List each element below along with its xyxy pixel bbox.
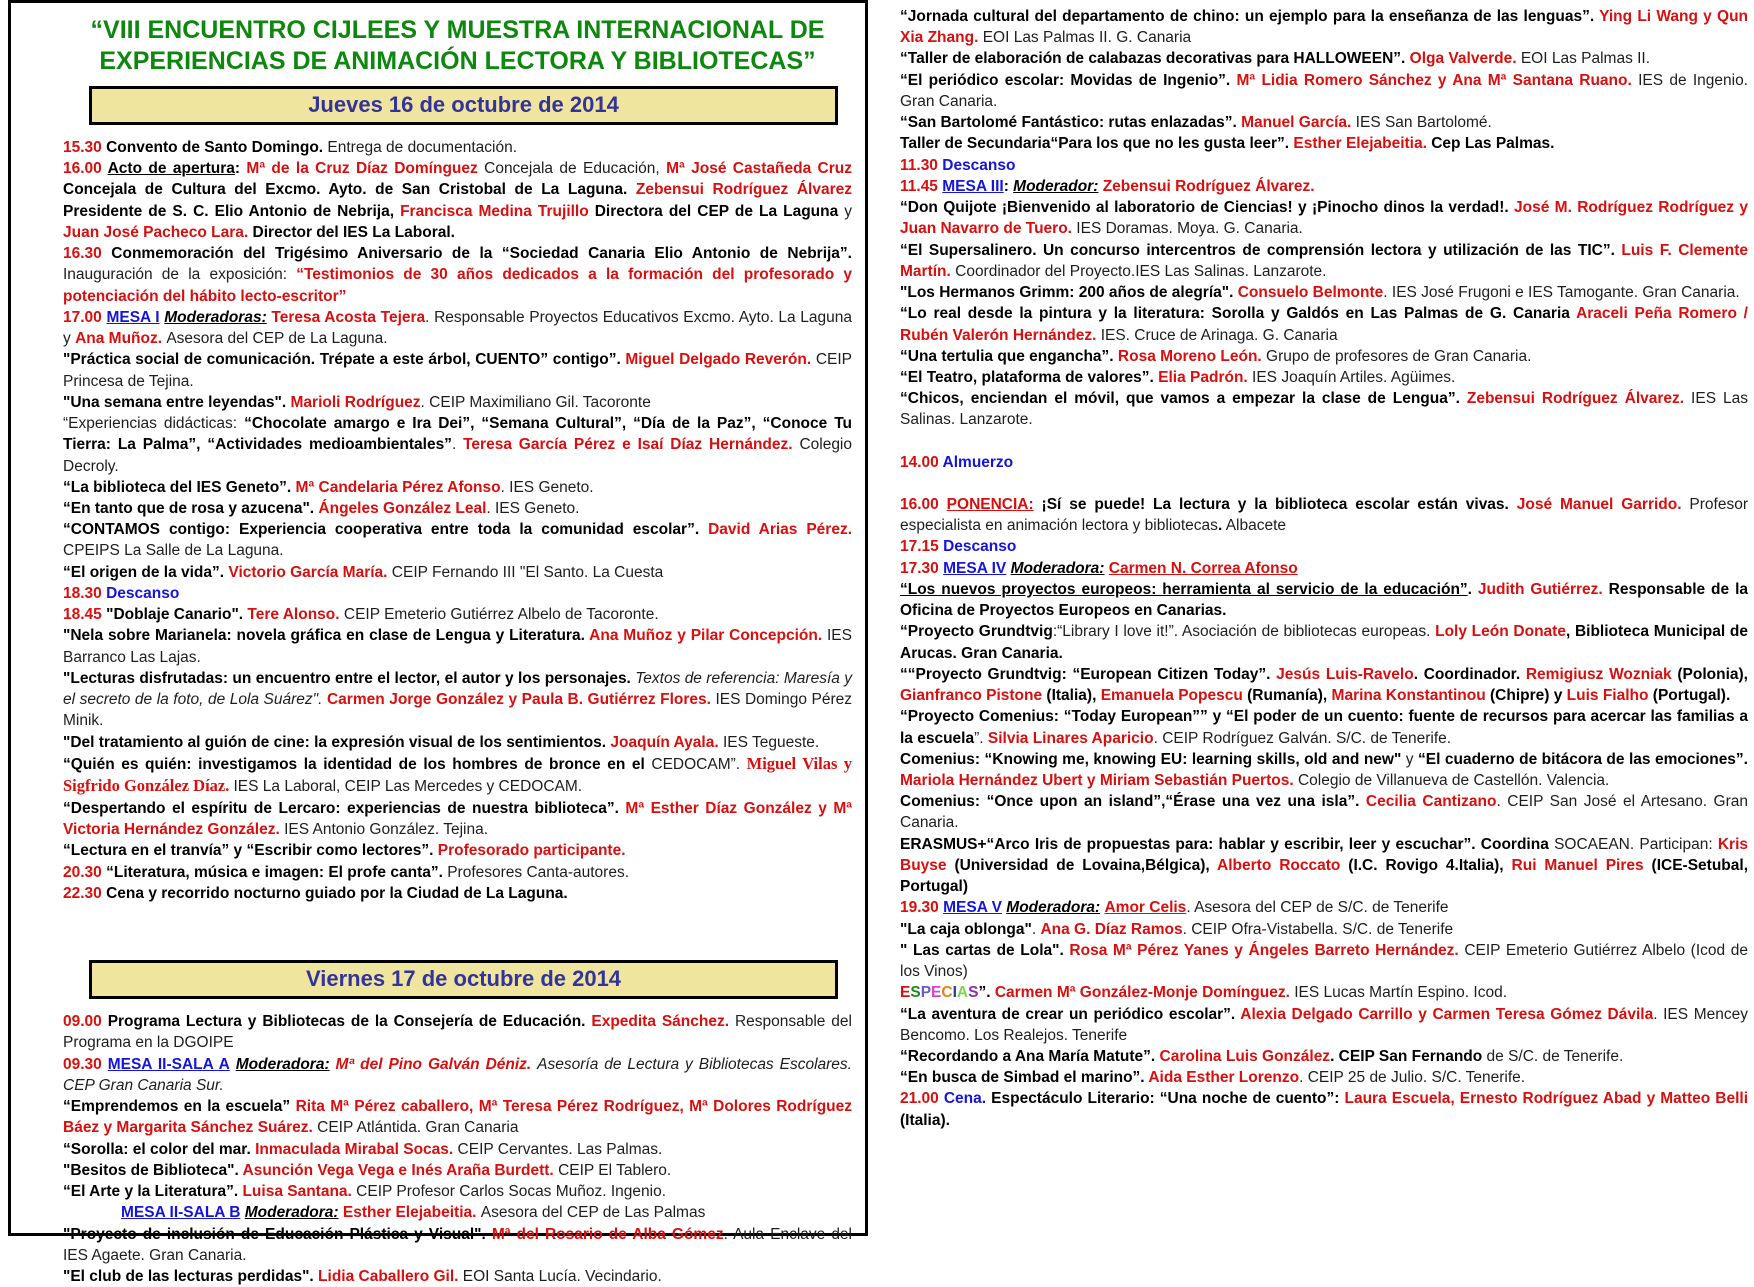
program-line: 09.00 Programa Lectura y Bibliotecas de la Consejería de Educación. Expedita Sánchez. Responsable del Programa en la DGOIPE (63, 1013, 852, 1052)
program-line: “En tanto que de rosa y azucena". Ángeles González Leal. IES Geneto. (63, 499, 580, 517)
program-line: “El Supersalinero. Un concurso intercentros de comprensión lectora y utilización de las TIC”. Luis F. Clemente Martín. Coordinador del Proyecto.IES Las Salinas. Lanzarote. (900, 241, 1748, 280)
program-line: “Una tertulia que engancha”. Rosa Moreno León. Grupo de profesores de Gran Canaria. (900, 347, 1532, 365)
program-line: "Los Hermanos Grimm: 200 años de alegría". Consuelo Belmonte. IES José Frugoni e IES Tamogante. Gran Canaria. (900, 284, 1740, 302)
program-line: 21.00 Cena. Espectáculo Literario: “Una noche de cuento”: Laura Escuela, Ernesto Rodríguez Abad y Matteo Belli (Italia). (900, 1090, 1749, 1129)
program-line: 14.00 Almuerzo (900, 453, 1014, 471)
program-line: "La caja oblonga". Ana G. Díaz Ramos. CEIP Ofra-Vistabella. S/C. de Tenerife (900, 920, 1454, 938)
program-line: 11.45 MESA III: Moderador: Zebensui Rodríguez Álvarez. (900, 177, 1315, 195)
program-line: "Besitos de Biblioteca". Asunción Vega Vega e Inés Araña Burdett. CEIP El Tablero. (63, 1161, 672, 1179)
program-line: "Proyecto de inclusión de Educación Plástica y Visual". Mª del Rosario de Alba Gómez. Aula Enclave del IES Agaete. Gran Canaria. (63, 1225, 852, 1264)
program-line: 09.30 MESA II-SALA A Moderadora: Mª del Pino Galván Déniz. Asesoría de Lectura y Bibliotecas Escolares. CEP Gran Canaria Sur. (63, 1055, 852, 1094)
program-line: Comenius: “Knowing me, knowing EU: learning skills, old and new" y “El cuaderno de bitácora de las emociones”. Mariola Hernández Ubert y Miriam Sebastián Puertos. Colegio de Villanueva de Castellón. Valencia. (900, 750, 1748, 789)
program-line: “Despertando el espíritu de Lercaro: experiencias de nuestra biblioteca”. Mª Esther Díaz González y Mª Victoria Hernández González. IES Antonio González. Tejina. (63, 799, 852, 839)
event-title-line2: EXPERIENCIAS DE ANIMACIÓN LECTORA Y BIBLIOTECAS” (99, 46, 816, 75)
program-line: " Las cartas de Lola". Rosa Mª Pérez Yanes y Ángeles Barreto Hernández. CEIP Emeterio Gutiérrez Albelo (Icod de los Vinos) (900, 941, 1748, 981)
program-line: “El periódico escolar: Movidas de Ingenio”. Mª Lidia Romero Sánchez y Ana Mª Santana Ruano. IES de Ingenio. Gran Canaria. (900, 71, 1748, 110)
program-line: “En busca de Simbad el marino”. Aida Esther Lorenzo. CEIP 25 de Julio. S/C. Tenerife. (900, 1069, 1526, 1087)
program-line: "Del tratamiento al guión de cine: la expresión visual de los sentimientos. Joaquín Ayala. IES Tegueste. (63, 733, 820, 751)
program-line: “Sorolla: el color del mar. Inmaculada Mirabal Socas. CEIP Cervantes. Las Palmas. (63, 1140, 663, 1158)
jueves-schedule (63, 137, 852, 904)
program-line: “Proyecto Comenius: “Today European”” y “El poder de un cuento: fuente de recursos para acercar las familias a la escuela”. Silvia Linares Aparicio. CEIP Rodríguez Galván. S/C. de Tenerife. (900, 708, 1748, 747)
viernes-schedule (63, 1011, 852, 1287)
program-line: Taller de Secundaria“Para los que no les gusta leer”. Esther Elejabeitia. Cep Las Palmas. (900, 135, 1555, 153)
program-line: 17.00 MESA I Moderadoras: Teresa Acosta Tejera. Responsable Proyectos Educativos Excmo. Ayto. La Laguna y Ana Muñoz. Asesora del CEP de La Laguna. (63, 308, 852, 348)
program-line: 11.30 Descanso (900, 156, 1016, 174)
program-line: ERASMUS+“Arco Iris de propuestas para: hablar y escribir, leer y escuchar”. Coordina SOCAEAN. Participan: Kris Buyse (Universidad de Lovaina,Bélgica), Alberto Roccato (I.C. Rovigo 4.Italia), Rui Manuel Pires (ICE-Setubal, Portugal) (900, 835, 1749, 896)
program-line: 17.15 Descanso (900, 538, 1017, 556)
program-line: “El Arte y la Literatura”. Luisa Santana. CEIP Profesor Carlos Socas Muñoz. Ingenio. (63, 1183, 667, 1201)
event-title-line1: “VIII ENCUENTRO CIJLEES Y MUESTRA INTERNACIONAL DE (90, 16, 825, 44)
program-line: “Lo real desde la pintura y la literatura: Sorolla y Galdós en Las Palmas de G. Canaria Araceli Peña Romero / Rubén Valerón Hernández. IES. Cruce de Arinaga. G. Canaria (900, 305, 1748, 344)
date-banner-jueves: Jueves 16 de octubre de 2014 (89, 86, 838, 125)
program-line: 18.30 Descanso (63, 584, 180, 602)
left-column (8, 0, 868, 1285)
program-line: “Los nuevos proyectos europeos: herramienta al servicio de la educación”. Judith Gutiérrez. Responsable de la Oficina de Proyectos Europeos en Canarias. (900, 580, 1748, 620)
program-line: "Una semana entre leyendas". Marioli Rodríguez. CEIP Maximiliano Gil. Tacoronte (63, 393, 651, 411)
program-line: Comenius: “Once upon an island”,“Érase una vez una isla”. Cecilia Cantizano. CEIP San José el Artesano. Gran Canaria. (900, 793, 1748, 832)
program-line: “San Bartolomé Fantástico: rutas enlazadas”. Manuel García. IES San Bartolomé. (900, 114, 1492, 132)
program-line: 17.30 MESA IV Moderadora: Carmen N. Correa Afonso (900, 559, 1298, 577)
right-column (900, 6, 1752, 1131)
program-line: ““Proyecto Grundtvig: “European Citizen Today”. Jesús Luis-Ravelo. Coordinador. Remigiusz Wozniak (Polonia), Gianfranco Pistone (Italia), Emanuela Popescu (Rumanía), Marina Konstantinou (Chipre) y Luis Fialho (Portugal). (900, 665, 1748, 705)
program-line: “Recordando a Ana María Matute”. Carolina Luis González. CEIP San Fernando de S/C. de Tenerife. (900, 1048, 1624, 1066)
program-line: "Nela sobre Marianela: novela gráfica en clase de Lengua y Literatura. Ana Muñoz y Pilar Concepción. IES Barranco Las Lajas. (63, 627, 852, 666)
program-line: "Lecturas disfrutadas: un encuentro entre el lector, el autor y los personajes. Textos de referencia: Maresía y el secreto de la foto, de Lola Suárez". Carmen Jorge González y Paula B. Gutiérrez Flores. IES Domingo Pérez Minik. (63, 669, 852, 730)
program-line: MESA II-SALA B Moderadora: Esther Elejabeitia. Asesora del CEP de Las Palmas (121, 1204, 706, 1222)
program-line: "El club de las lecturas perdidas". Lidia Caballero Gil. EOI Santa Lucía. Vecindario. (63, 1267, 662, 1285)
program-line: “CONTAMOS contigo: Experiencia cooperativa entre toda la comunidad escolar”. David Arias Pérez. CPEIPS La Salle de La Laguna. (63, 521, 853, 560)
program-line: 19.30 MESA V Moderadora: Amor Celis. Asesora del CEP de S/C. de Tenerife (900, 899, 1449, 917)
program-line: 18.45 "Doblaje Canario". Tere Alonso. CEIP Emeterio Gutiérrez Albelo de Tacoronte. (63, 606, 659, 624)
program-line: 20.30 “Literatura, música e imagen: El profe canta”. Profesores Canta-autores. (63, 863, 630, 881)
program-line: “Experiencias didácticas: “Chocolate amargo e Ira Dei”, “Semana Cultural”, “Día de la Paz”, “Conoce Tu Tierra: La Palma”, “Actividades medioambientales”. Teresa García Pérez e Isaí Díaz Hernández. Colegio Decroly. (63, 415, 852, 475)
program-line: ESPECIAS”. Carmen Mª González-Monje Domínguez. IES Lucas Martín Espino. Icod. (900, 984, 1508, 1002)
program-line: “La aventura de crear un periódico escolar”. Alexia Delgado Carrillo y Carmen Teresa Gómez Dávila. IES Mencey Bencomo. Los Realejos. Tenerife (900, 1005, 1748, 1044)
program-line: “Jornada cultural del departamento de chino: un ejemplo para la enseñanza de las lenguas”. Ying Li Wang y Qun Xia Zhang. EOI Las Palmas II. G. Canaria (900, 8, 1749, 47)
program-line: “Quién es quién: investigamos la identidad de los hombres de bronce en el CEDOCAM”. Miguel Vilas y Sigfrido González Díaz. IES La Laboral, CEIP Las Mercedes y CEDOCAM. (63, 753, 852, 796)
program-line: “Chicos, enciendan el móvil, que vamos a empezar la clase de Lengua”. Zebensui Rodríguez Álvarez. IES Las Salinas. Lanzarote. (900, 390, 1748, 429)
date-banner-viernes: Viernes 17 de octubre de 2014 (89, 960, 838, 999)
program-line: 16.30 Conmemoración del Trigésimo Aniversario de la “Sociedad Canaria Elio Antonio de Nebrija”. Inauguración de la exposición: “Testimonios de 30 años dedicados a la formación del profesorado y potenciación del hábito lecto-escritor” (63, 245, 852, 305)
program-line: 22.30 Cena y recorrido nocturno guiado por la Ciudad de La Laguna. (63, 884, 568, 902)
program-line: 16.00 Acto de apertura: Mª de la Cruz Díaz Domínguez Concejala de Educación, Mª José Castañeda Cruz Concejala de Cultura del Excmo. Ayto. de San Cristobal de La Laguna. Zebensui Rodríguez Álvarez Presidente de S. C. Elio Antonio de Nebrija, Francisca Medina Trujillo Directora del CEP de La Laguna y Juan José Pacheco Lara. Director del IES La Laboral. (63, 160, 853, 241)
program-line: “La biblioteca del IES Geneto”. Mª Candelaria Pérez Afonso. IES Geneto. (63, 478, 594, 496)
program-line: “El origen de la vida”. Victorio García María. CEIP Fernando III "El Santo. La Cuesta (63, 563, 664, 581)
program-line: “Emprendemos en la escuela” Rita Mª Pérez caballero, Mª Teresa Pérez Rodríguez, Mª Dolores Rodríguez Báez y Margarita Sánchez Suárez. CEIP Atlántida. Gran Canaria (63, 1098, 852, 1137)
program-line: “Proyecto Grundtvig:“Library I love it!”. Asociación de bibliotecas europeas. Loly León Donate, Biblioteca Municipal de Arucas. Gran Canaria. (900, 623, 1748, 662)
program-line: 15.30 Convento de Santo Domingo. Entrega de documentación. (63, 139, 517, 156)
program-line: “Lectura en el tranvía” y “Escribir como lectores”. Profesorado participante. (63, 842, 626, 860)
program-line: “Taller de elaboración de calabazas decorativas para HALLOWEEN”. Olga Valverde. EOI Las Palmas II. (900, 50, 1651, 68)
program-line: “El Teatro, plataforma de valores”. Elia Padrón. IES Joaquín Artiles. Agüimes. (900, 368, 1456, 386)
program-line: 16.00 PONENCIA: ¡Sí se puede! La lectura y la biblioteca escolar están vivas. José Manuel Garrido. Profesor especialista en animación lectora y bibliotecas. Albacete (900, 495, 1748, 535)
program-line: "Práctica social de comunicación. Trépate a este árbol, CUENTO” contigo”. Miguel Delgado Reverón. CEIP Princesa de Tejina. (63, 351, 852, 390)
viernes-schedule-continued (900, 6, 1748, 1131)
program-line: “Don Quijote ¡Bienvenido al laboratorio de Ciencias! y ¡Pinocho dinos la verdad!. José M. Rodríguez Rodríguez y Juan Navarro de Tuero. IES Doramas. Moya. G. Canaria. (900, 199, 1748, 238)
event-title (63, 15, 852, 76)
